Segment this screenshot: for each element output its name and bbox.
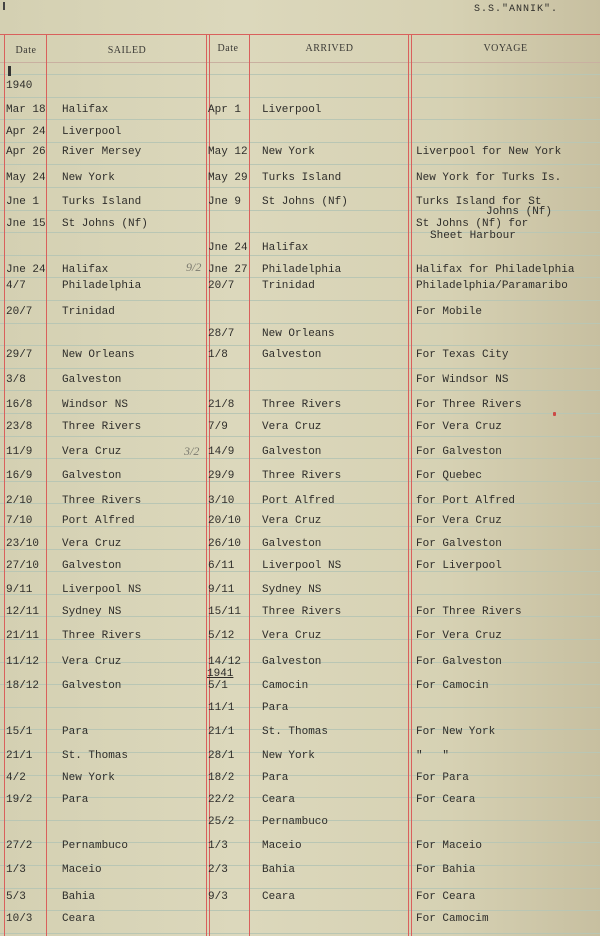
header-arrived: ARRIVED — [305, 43, 354, 54]
arrived-date: May 29 — [208, 172, 248, 184]
arrived-port: Turks Island — [262, 172, 342, 184]
ruled-line — [0, 255, 600, 256]
voyage-text: Liverpool for New York — [416, 146, 562, 158]
arrived-port: St. Thomas — [262, 726, 329, 738]
ruled-line — [0, 390, 600, 391]
arrived-port: New York — [262, 750, 315, 762]
arrived-port: Three Rivers — [262, 399, 342, 411]
arrived-date: 11/1 — [208, 702, 235, 714]
header-bottom-rule — [0, 62, 600, 63]
ruled-line — [0, 797, 600, 798]
year-1941: 1941 — [207, 668, 234, 680]
voyage-text: Halifax for Philadelphia — [416, 264, 575, 276]
arrived-port: Vera Cruz — [262, 630, 322, 642]
vessel-name: S.S."ANNIK". — [473, 4, 558, 15]
ruled-line — [0, 277, 600, 278]
arrived-port: Vera Cruz — [262, 421, 322, 433]
sailed-date: 27/10 — [6, 560, 40, 572]
sailed-date: 16/8 — [6, 399, 33, 411]
arrived-date: 22/2 — [208, 794, 235, 806]
voyage-text: For Maceio — [416, 840, 483, 852]
voyage-text: New York for Turks Is. — [416, 172, 562, 184]
sailed-port: Halifax — [62, 104, 109, 116]
sailed-date: 11/9 — [6, 446, 33, 458]
arrived-date: 20/7 — [208, 280, 235, 292]
sailed-date: May 24 — [6, 172, 46, 184]
arrived-port: Galveston — [262, 349, 322, 361]
sailed-port: Galveston — [62, 374, 122, 386]
sailed-port: St. Thomas — [62, 750, 129, 762]
voyage-text: For Vera Cruz — [416, 630, 502, 642]
ruled-line — [0, 933, 600, 934]
arrived-date: 2/3 — [208, 864, 228, 876]
sailed-port: Para — [62, 726, 89, 738]
column-rule — [408, 34, 409, 936]
arrived-port: Three Rivers — [262, 470, 342, 482]
column-rule — [249, 34, 250, 936]
ruled-line — [0, 164, 600, 165]
voyage-text: For Ceara — [416, 794, 476, 806]
sailed-port: Vera Cruz — [62, 446, 122, 458]
voyage-text: " " — [416, 750, 450, 762]
year-1940: 1940 — [6, 80, 33, 92]
sailed-date: 9/11 — [6, 584, 33, 596]
header-top-rule — [0, 34, 600, 35]
voyage-text: For Vera Cruz — [416, 515, 502, 527]
voyage-text: For Windsor NS — [416, 374, 509, 386]
sailed-port: Port Alfred — [62, 515, 135, 527]
pencil-annotation: 9/2 — [186, 260, 202, 274]
sailed-port: New York — [62, 772, 115, 784]
arrived-date: 5/1 — [208, 680, 228, 692]
voyage-text: For Para — [416, 772, 469, 784]
arrived-date: 14/9 — [208, 446, 235, 458]
arrived-port: Ceara — [262, 794, 296, 806]
column-rule — [46, 34, 47, 936]
sailed-date: 29/7 — [6, 349, 33, 361]
arrived-date: 29/9 — [208, 470, 235, 482]
arrived-date: 14/12 — [208, 656, 242, 668]
sailed-date: Jne 1 — [6, 196, 40, 208]
column-rule — [206, 34, 207, 936]
sailed-date: 21/1 — [6, 750, 33, 762]
arrived-date: 26/10 — [208, 538, 242, 550]
arrived-port: Galveston — [262, 446, 322, 458]
sailed-date: 16/9 — [6, 470, 33, 482]
column-rule — [4, 34, 5, 936]
arrived-port: Vera Cruz — [262, 515, 322, 527]
arrived-port: Philadelphia — [262, 264, 342, 276]
voyage-text: For Galveston — [416, 656, 502, 668]
arrived-port: Maceio — [262, 840, 302, 852]
ink-tick — [8, 66, 11, 76]
ruled-line — [0, 458, 600, 459]
arrived-port: New York — [262, 146, 315, 158]
sailed-date: 21/11 — [6, 630, 40, 642]
sailed-date: 11/12 — [6, 656, 40, 668]
sailed-port: Liverpool NS — [62, 584, 142, 596]
ruled-line — [0, 413, 600, 414]
voyage-text: For Three Rivers — [416, 399, 522, 411]
voyage-text: For Vera Cruz — [416, 421, 502, 433]
voyage-text: for Port Alfred — [416, 495, 516, 507]
sailed-port: Trinidad — [62, 306, 115, 318]
ruled-line — [0, 368, 600, 369]
sailed-date: 15/1 — [6, 726, 33, 738]
sailed-port: Galveston — [62, 470, 122, 482]
voyage-text: For Liverpool — [416, 560, 502, 572]
sailed-date: 10/3 — [6, 913, 33, 925]
sailed-date: 27/2 — [6, 840, 33, 852]
sailed-port: Three Rivers — [62, 421, 142, 433]
ruled-line — [0, 74, 600, 75]
voyage-text: Philadelphia/Paramaribo — [416, 280, 568, 292]
arrived-date: 28/7 — [208, 328, 235, 340]
sailed-port: Galveston — [62, 680, 122, 692]
sailed-date: 5/3 — [6, 891, 26, 903]
ruled-line — [0, 97, 600, 98]
voyage-text: For New York — [416, 726, 496, 738]
pencil-annotation: 3/2 — [184, 444, 200, 458]
ruled-line — [0, 142, 600, 143]
header-sailed: SAILED — [107, 45, 147, 56]
ruled-line — [0, 910, 600, 911]
ruled-line — [0, 436, 600, 437]
voyage-text: For Galveston — [416, 446, 502, 458]
ruled-line — [0, 119, 600, 120]
header-date-sailed: Date — [15, 45, 37, 56]
sailed-port: Vera Cruz — [62, 656, 122, 668]
sailed-port: River Mersey — [62, 146, 142, 158]
sailed-date: 3/8 — [6, 374, 26, 386]
arrived-date: Apr 1 — [208, 104, 242, 116]
sailed-date: 19/2 — [6, 794, 33, 806]
sailed-date: 2/10 — [6, 495, 33, 507]
arrived-port: Trinidad — [262, 280, 315, 292]
arrived-date: 15/11 — [208, 606, 242, 618]
sailed-date: Jne 15 — [6, 218, 46, 230]
sailed-port: Turks Island — [62, 196, 142, 208]
sailed-date: Jne 24 — [6, 264, 46, 276]
arrived-port: Liverpool — [262, 104, 322, 116]
ruled-line — [0, 345, 600, 346]
voyage-text: For Ceara — [416, 891, 476, 903]
arrived-date: May 12 — [208, 146, 248, 158]
voyage-text: For Camocin — [416, 680, 489, 692]
sailed-port: Maceio — [62, 864, 102, 876]
arrived-port: St Johns (Nf) — [262, 196, 348, 208]
voyage-text-continuation: Sheet Harbour — [430, 230, 516, 242]
sailed-date: 23/8 — [6, 421, 33, 433]
voyage-text: For Camocim — [416, 913, 489, 925]
arrived-date: 1/3 — [208, 840, 228, 852]
arrived-date: Jne 9 — [208, 196, 242, 208]
arrived-port: Bahia — [262, 864, 296, 876]
arrived-date: Jne 24 — [208, 242, 248, 254]
sailed-date: 4/7 — [6, 280, 26, 292]
ruled-line — [0, 707, 600, 708]
arrived-port: Para — [262, 702, 289, 714]
voyage-text: Turks Island for St — [416, 196, 542, 208]
sailed-port: Ceara — [62, 913, 96, 925]
sailed-date: 4/2 — [6, 772, 26, 784]
arrived-port: Ceara — [262, 891, 296, 903]
arrived-date: 6/11 — [208, 560, 235, 572]
arrived-date: 7/9 — [208, 421, 228, 433]
header-voyage: VOYAGE — [483, 43, 528, 54]
sailed-port: Para — [62, 794, 89, 806]
arrived-date: 21/8 — [208, 399, 235, 411]
sailed-date: 20/7 — [6, 306, 33, 318]
ink-mark — [3, 2, 5, 10]
ink-spot — [553, 412, 556, 416]
arrived-port: Camocin — [262, 680, 309, 692]
arrived-port: Halifax — [262, 242, 309, 254]
sailed-date: Apr 26 — [6, 146, 46, 158]
arrived-date: 3/10 — [208, 495, 235, 507]
voyage-text-continuation: Johns (Nf) — [486, 206, 553, 218]
arrived-date: 9/3 — [208, 891, 228, 903]
sailed-date: Mar 18 — [6, 104, 46, 116]
voyage-text: For Galveston — [416, 538, 502, 550]
sailed-date: 12/11 — [6, 606, 40, 618]
arrived-port: Galveston — [262, 656, 322, 668]
ruled-line — [0, 323, 600, 324]
voyage-text: For Bahia — [416, 864, 476, 876]
ruled-line — [0, 300, 600, 301]
sailed-port: Sydney NS — [62, 606, 122, 618]
sailed-port: Bahia — [62, 891, 96, 903]
arrived-date: 21/1 — [208, 726, 235, 738]
ruled-line — [0, 187, 600, 188]
voyage-text: For Texas City — [416, 349, 509, 361]
arrived-port: Three Rivers — [262, 606, 342, 618]
column-rule — [411, 34, 412, 936]
arrived-date: 18/2 — [208, 772, 235, 784]
arrived-port: Galveston — [262, 538, 322, 550]
sailed-date: 1/3 — [6, 864, 26, 876]
sailed-port: Philadelphia — [62, 280, 142, 292]
sailed-port: New York — [62, 172, 115, 184]
arrived-port: Sydney NS — [262, 584, 322, 596]
sailed-port: Three Rivers — [62, 630, 142, 642]
ruled-line — [0, 888, 600, 889]
arrived-port: New Orleans — [262, 328, 335, 340]
sailed-date: Apr 24 — [6, 126, 46, 138]
arrived-date: 28/1 — [208, 750, 235, 762]
arrived-date: 20/10 — [208, 515, 242, 527]
voyage-text: For Quebec — [416, 470, 483, 482]
arrived-date: 9/11 — [208, 584, 235, 596]
sailed-port: Pernambuco — [62, 840, 129, 852]
voyage-text: For Three Rivers — [416, 606, 522, 618]
sailed-port: Halifax — [62, 264, 109, 276]
sailed-port: New Orleans — [62, 349, 135, 361]
arrived-date: Jne 27 — [208, 264, 248, 276]
sailed-port: Liverpool — [62, 126, 122, 138]
sailed-port: St Johns (Nf) — [62, 218, 148, 230]
arrived-port: Liverpool NS — [262, 560, 342, 572]
sailed-port: Three Rivers — [62, 495, 142, 507]
header-date-arrived: Date — [217, 43, 239, 54]
sailed-date: 23/10 — [6, 538, 40, 550]
arrived-date: 1/8 — [208, 349, 228, 361]
voyage-text: For Mobile — [416, 306, 483, 318]
arrived-port: Pernambuco — [262, 816, 329, 828]
sailed-date: 7/10 — [6, 515, 33, 527]
sailed-port: Galveston — [62, 560, 122, 572]
arrived-date: 5/12 — [208, 630, 235, 642]
arrived-date: 25/2 — [208, 816, 235, 828]
arrived-port: Para — [262, 772, 289, 784]
voyage-text: St Johns (Nf) for — [416, 218, 529, 230]
arrived-port: Port Alfred — [262, 495, 335, 507]
sailed-port: Windsor NS — [62, 399, 129, 411]
sailed-date: 18/12 — [6, 680, 40, 692]
sailed-port: Vera Cruz — [62, 538, 122, 550]
